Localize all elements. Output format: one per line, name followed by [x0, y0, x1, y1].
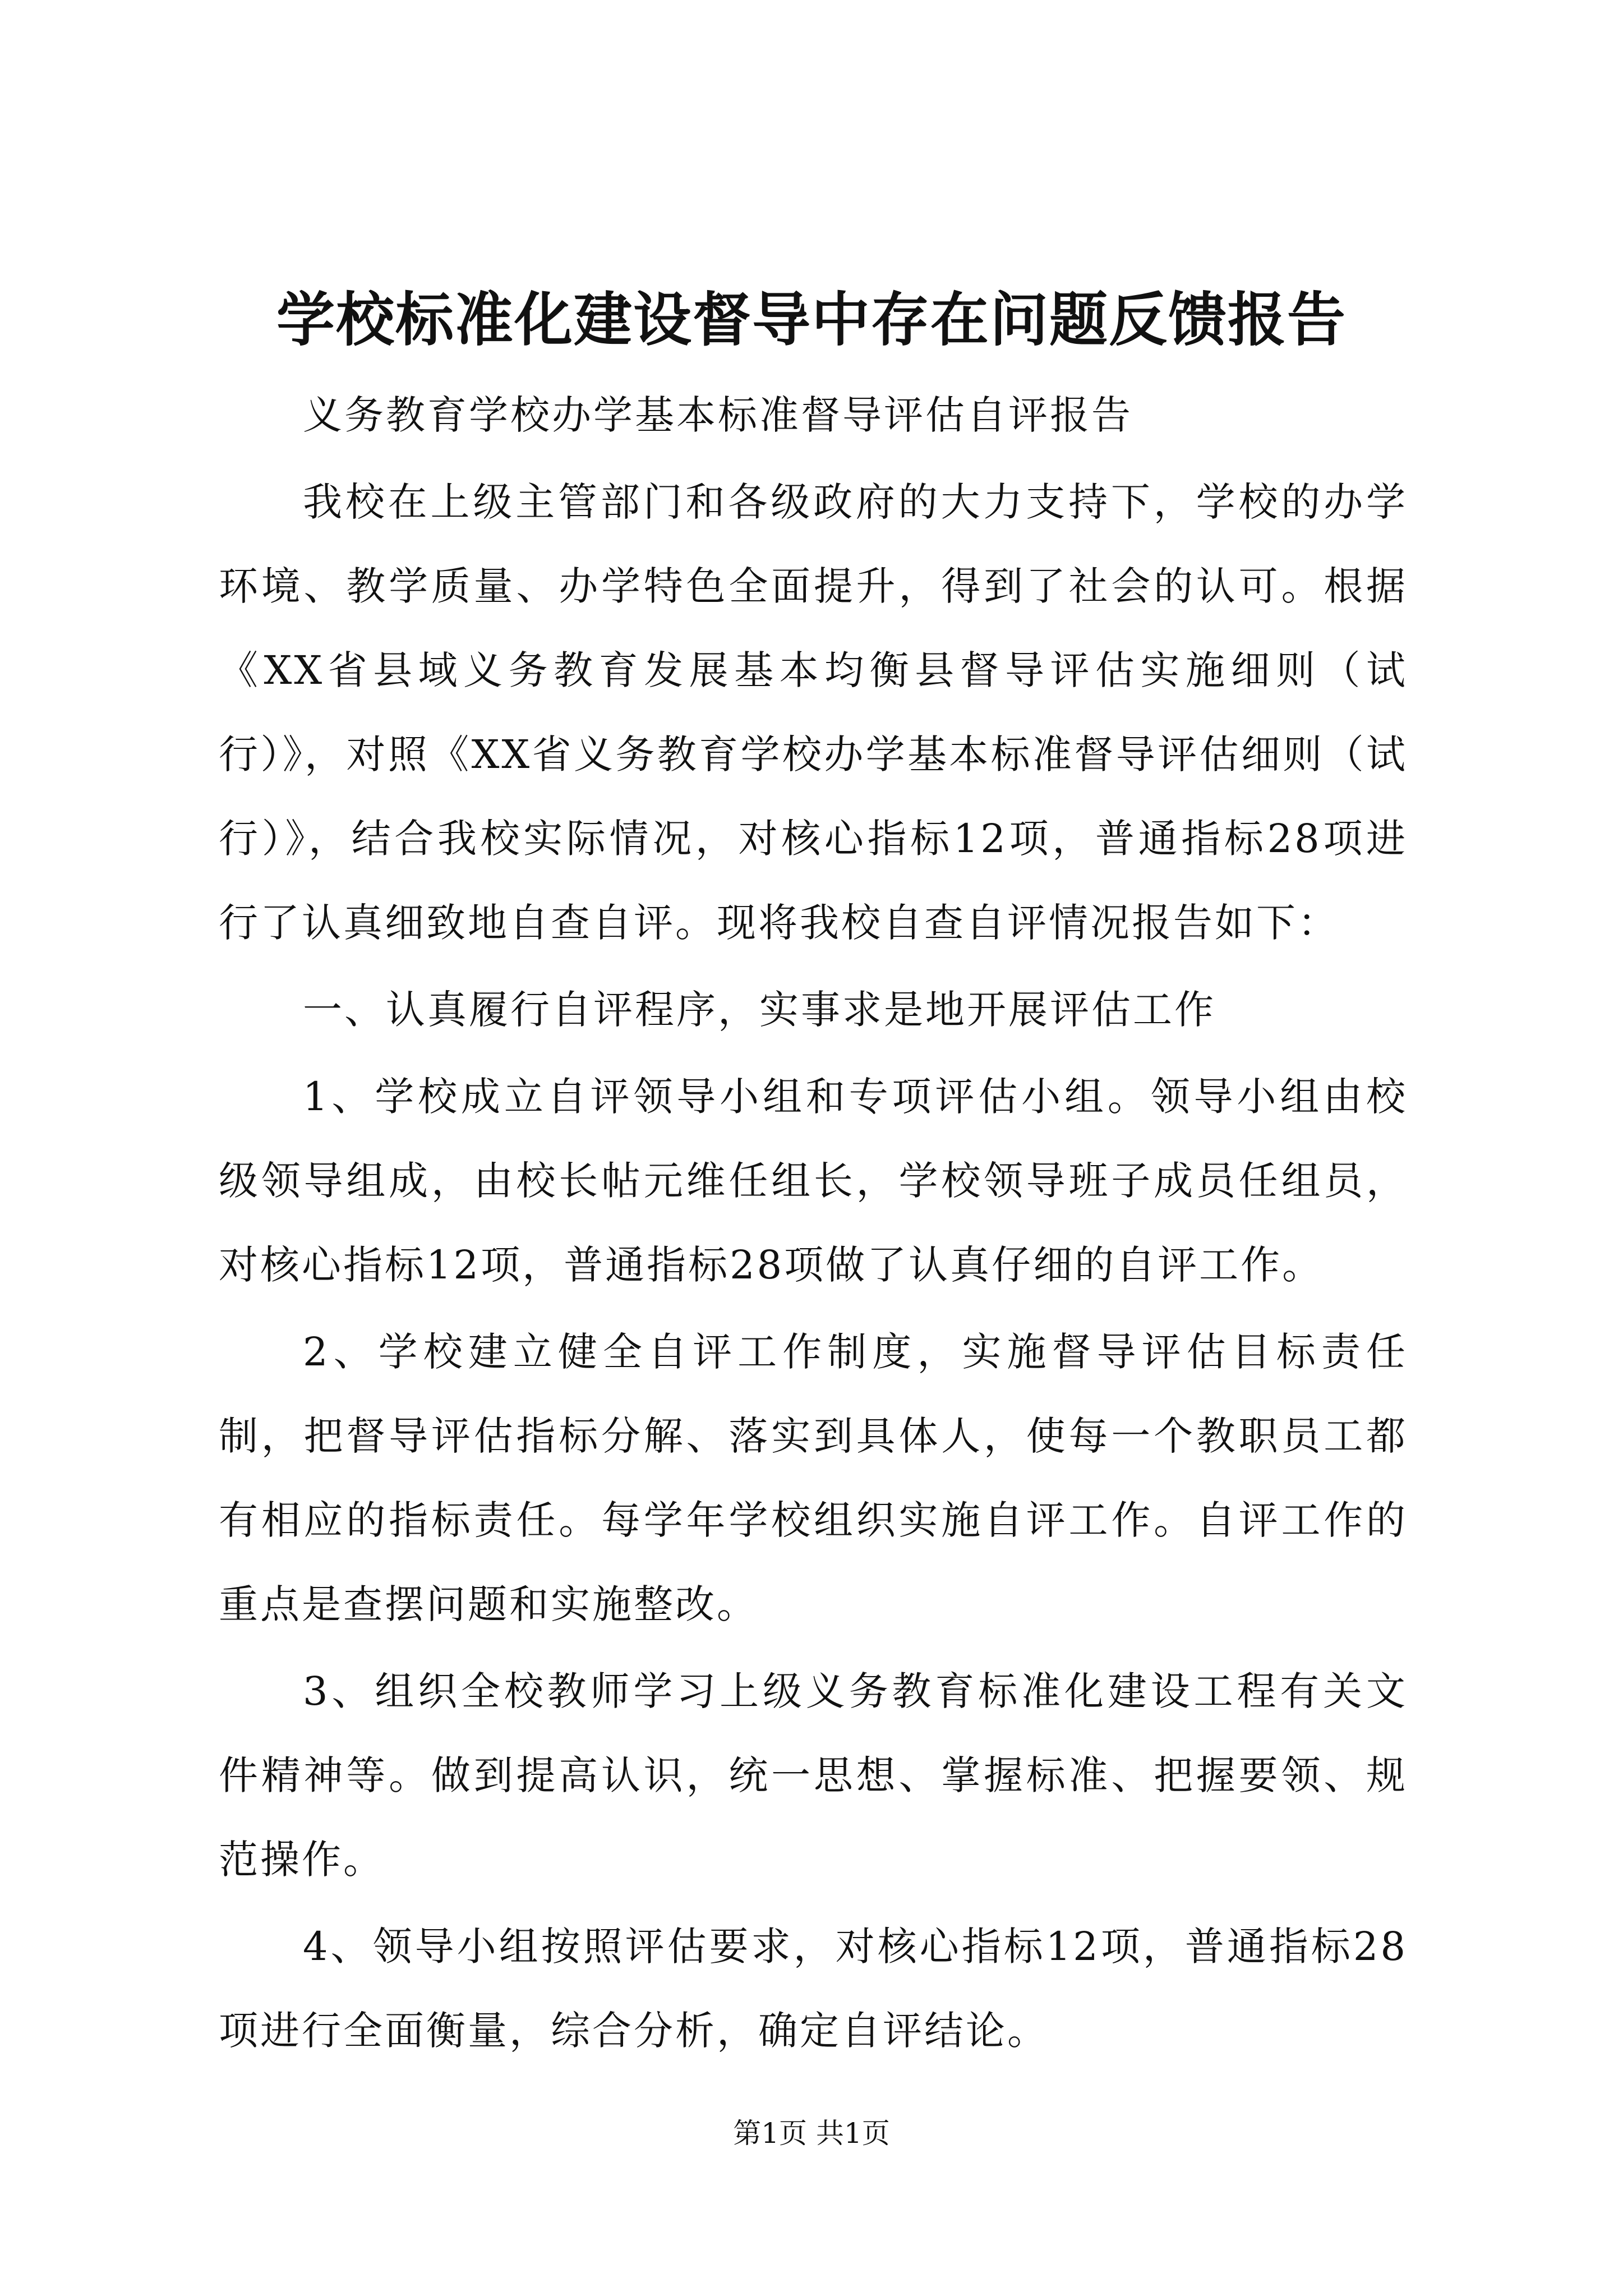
document-title: 学校标准化建设督导中存在问题反馈报告 [276, 285, 1347, 354]
item-paragraph-3: 3、组织全校教师学习上级义务教育标准化建设工程有关文件精神等。做到提高认识，统一思想、掌握标准、把握要领、规范操作。 [219, 1668, 1408, 1883]
item-paragraph-2: 2、学校建立健全自评工作制度，实施督导评估目标责任制，把督导评估指标分解、落实到具体人，使每一个教职员工都有相应的指标责任。每学年学校组织实施自评工作。自评工作的重点是查摆问题和实施整改。 [219, 1329, 1408, 1627]
document-body [219, 373, 1408, 2076]
item-paragraph-1: 1、学校成立自评领导小组和专项评估小组。领导小组由校级领导组成，由校长帖元维任组长，学校领导班子成员任组员，对核心指标12项，普通指标28项做了认真仔细的自评工作。 [219, 1074, 1408, 1288]
section-heading: 一、认真履行自评程序，实事求是地开展评估工作 [303, 987, 1216, 1033]
page-footer: 第1页 共1页 [733, 2117, 890, 2150]
intro-paragraph: 我校在上级主管部门和各级政府的大力支持下，学校的办学环境、教学质量、办学特色全面提升，得到了社会的认可。根据《XX省县域义务教育发展基本均衡县督导评估实施细则（试行）》，对照《XX省义务教育学校办学基本标准督导评估细则（试行）》，结合我校实际情况，对核心指标12项，普通指标28项进行了认真细致地自查自评。现将我校自查自评情况报告如下： [219, 479, 1408, 946]
subtitle-paragraph: 义务教育学校办学基本标准督导评估自评报告 [303, 392, 1133, 438]
item-paragraph-4: 4、领导小组按照评估要求，对核心指标12项，普通指标28项进行全面衡量，综合分析，确定自评结论。 [219, 1924, 1408, 2054]
